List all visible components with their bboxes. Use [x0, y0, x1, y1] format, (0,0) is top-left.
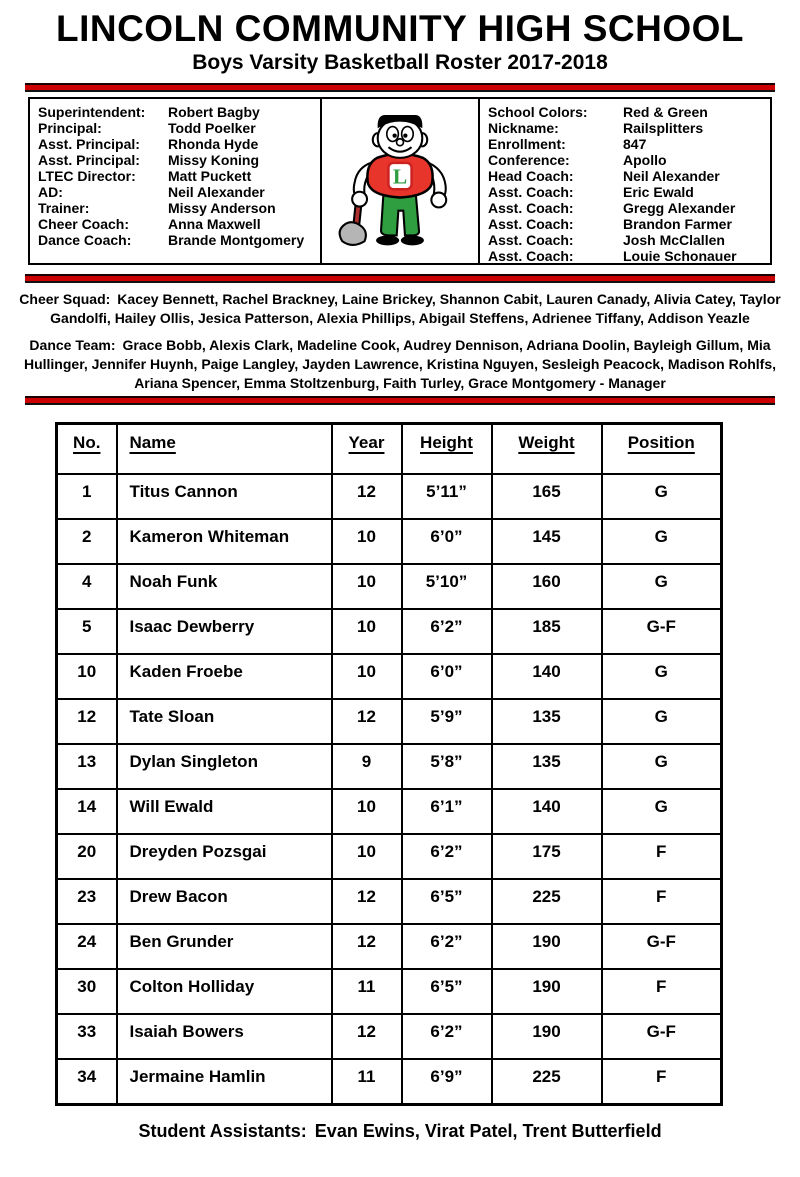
roster-cell: 140 [492, 789, 602, 834]
roster-cell: Tate Sloan [117, 699, 332, 744]
roster-cell: 23 [57, 879, 117, 924]
roster-cell: 160 [492, 564, 602, 609]
roster-cell: 12 [57, 699, 117, 744]
info-value: Josh McClallen [623, 232, 725, 248]
roster-cell: G [602, 699, 722, 744]
red-divider [25, 83, 775, 92]
roster-cell: Will Ewald [117, 789, 332, 834]
roster-cell: Dylan Singleton [117, 744, 332, 789]
roster-cell: 12 [332, 474, 402, 519]
roster-cell: G-F [602, 924, 722, 969]
roster-cell: Noah Funk [117, 564, 332, 609]
railsplitter-mascot-icon [334, 103, 466, 259]
roster-cell: Titus Cannon [117, 474, 332, 519]
roster-cell: 14 [57, 789, 117, 834]
roster-cell: 5’11” [402, 474, 492, 519]
info-row [38, 232, 312, 248]
roster-cell: F [602, 1059, 722, 1105]
table-row [57, 969, 722, 1014]
roster-cell: 10 [57, 654, 117, 699]
roster-cell: Isaiah Bowers [117, 1014, 332, 1059]
red-divider [25, 274, 775, 283]
table-row [57, 744, 722, 789]
table-row [57, 1014, 722, 1059]
info-row [488, 200, 762, 216]
info-label: Enrollment: [488, 136, 566, 152]
info-label: Dance Coach: [38, 232, 132, 248]
info-value: Brande Montgomery [168, 232, 305, 248]
info-value: Neil Alexander [168, 184, 265, 200]
table-row [57, 474, 722, 519]
info-value: Anna Maxwell [168, 216, 261, 232]
roster-cell: 4 [57, 564, 117, 609]
col-header-no: No. [57, 424, 117, 475]
info-row [488, 216, 762, 232]
info-value: Matt Puckett [168, 168, 252, 184]
roster-cell: 11 [332, 1059, 402, 1105]
roster-cell: 10 [332, 609, 402, 654]
info-label: Asst. Coach: [488, 232, 574, 248]
school-info-list [480, 99, 770, 263]
table-row [57, 924, 722, 969]
roster-cell: 165 [492, 474, 602, 519]
roster-cell: 225 [492, 1059, 602, 1105]
info-row [38, 120, 312, 136]
info-row [38, 104, 312, 120]
info-label: Head Coach: [488, 168, 574, 184]
roster-table [55, 422, 723, 1106]
info-row [488, 120, 762, 136]
info-value: Brandon Farmer [623, 216, 732, 232]
info-label: Principal: [38, 120, 102, 136]
roster-cell: 145 [492, 519, 602, 564]
roster-cell: 5’10” [402, 564, 492, 609]
info-label: Conference: [488, 152, 570, 168]
info-row [488, 152, 762, 168]
roster-cell: 33 [57, 1014, 117, 1059]
info-label: Asst. Coach: [488, 216, 574, 232]
roster-cell: 10 [332, 519, 402, 564]
info-value: Todd Poelker [168, 120, 256, 136]
info-label: Asst. Coach: [488, 200, 574, 216]
table-row [57, 789, 722, 834]
cheer-squad-label: Cheer Squad: [19, 291, 111, 307]
roster-cell: 185 [492, 609, 602, 654]
roster-cell: G [602, 564, 722, 609]
info-value: Apollo [623, 152, 667, 168]
info-value: Railsplitters [623, 120, 704, 136]
table-row [57, 834, 722, 879]
info-label: Asst. Principal: [38, 136, 140, 152]
info-row [488, 136, 762, 152]
page-subtitle: Boys Varsity Basketball Roster 2017-2018 [192, 51, 608, 74]
roster-cell: 10 [332, 834, 402, 879]
roster-cell: Drew Bacon [117, 879, 332, 924]
roster-cell: 6’5” [402, 879, 492, 924]
roster-cell: 10 [332, 564, 402, 609]
col-header-position: Position [602, 424, 722, 475]
roster-cell: 6’9” [402, 1059, 492, 1105]
roster-cell: 6’2” [402, 609, 492, 654]
info-row [38, 216, 312, 232]
table-row [57, 699, 722, 744]
roster-cell: 6’0” [402, 654, 492, 699]
roster-cell: 6’1” [402, 789, 492, 834]
roster-cell: G-F [602, 1014, 722, 1059]
info-label: LTEC Director: [38, 168, 136, 184]
roster-cell: 12 [332, 924, 402, 969]
roster-cell: 5 [57, 609, 117, 654]
roster-cell: 11 [332, 969, 402, 1014]
dance-team-names: Grace Bobb, Alexis Clark, Madeline Cook, Audrey Dennison, Adriana Doolin, Bayleigh Gillum, Mia Hullinger, Jennifer Huynh, Paige Langley, Jayden Lawrence, Kristina Nguyen, Sesleigh Peacock, Madison Rohlfs, Ariana Spencer, Emma Stoltzenburg, Faith Turley, Grace Montgomery - Manager [23, 337, 777, 391]
roster-cell: 6’2” [402, 1014, 492, 1059]
roster-cell: 9 [332, 744, 402, 789]
col-header-year: Year [332, 424, 402, 475]
roster-cell: 6’2” [402, 834, 492, 879]
roster-cell: G-F [602, 609, 722, 654]
roster-cell: 10 [332, 654, 402, 699]
info-value: Louie Schonauer [623, 248, 737, 264]
table-row [57, 1059, 722, 1105]
roster-cell: Dreyden Pozsgai [117, 834, 332, 879]
roster-cell: Jermaine Hamlin [117, 1059, 332, 1105]
roster-cell: Kameron Whiteman [117, 519, 332, 564]
info-row [488, 104, 762, 120]
roster-cell: 135 [492, 744, 602, 789]
roster-header-row [57, 424, 722, 475]
roster-cell: G [602, 519, 722, 564]
roster-cell: 24 [57, 924, 117, 969]
table-row [57, 519, 722, 564]
dance-team-paragraph [14, 336, 786, 393]
info-value: Robert Bagby [168, 104, 260, 120]
col-header-name: Name [117, 424, 332, 475]
roster-cell: Isaac Dewberry [117, 609, 332, 654]
info-label: Trainer: [38, 200, 90, 216]
mascot-box [322, 99, 480, 263]
roster-cell: Kaden Froebe [117, 654, 332, 699]
info-label: School Colors: [488, 104, 588, 120]
info-value: Red & Green [623, 104, 708, 120]
table-row [57, 654, 722, 699]
info-row [38, 152, 312, 168]
info-row [488, 184, 762, 200]
info-value: 847 [623, 136, 647, 152]
roster-cell: F [602, 879, 722, 924]
roster-cell: 13 [57, 744, 117, 789]
info-row [38, 168, 312, 184]
roster-cell: 175 [492, 834, 602, 879]
info-value: Rhonda Hyde [168, 136, 259, 152]
cheer-squad-paragraph [14, 290, 786, 328]
col-header-height: Height [402, 424, 492, 475]
info-value: Missy Koning [168, 152, 260, 168]
roster-cell: G [602, 744, 722, 789]
roster-cell: F [602, 969, 722, 1014]
info-label: Asst. Coach: [488, 248, 574, 264]
info-label: Asst. Principal: [38, 152, 140, 168]
info-value: Missy Anderson [168, 200, 276, 216]
roster-cell: Colton Holliday [117, 969, 332, 1014]
roster-cell: 135 [492, 699, 602, 744]
info-row [488, 248, 762, 264]
roster-cell: 1 [57, 474, 117, 519]
info-row [488, 168, 762, 184]
roster-body [57, 474, 722, 1105]
roster-cell: 10 [332, 789, 402, 834]
roster-cell: 12 [332, 1014, 402, 1059]
info-row [38, 184, 312, 200]
roster-cell: 225 [492, 879, 602, 924]
roster-cell: 12 [332, 699, 402, 744]
roster-cell: 2 [57, 519, 117, 564]
info-row [38, 200, 312, 216]
roster-cell: 190 [492, 924, 602, 969]
info-value: Neil Alexander [623, 168, 720, 184]
info-section [28, 97, 772, 265]
info-row [488, 232, 762, 248]
dance-team-label: Dance Team: [29, 337, 116, 353]
roster-cell: 5’9” [402, 699, 492, 744]
roster-cell: 5’8” [402, 744, 492, 789]
info-value: Gregg Alexander [623, 200, 736, 216]
info-label: AD: [38, 184, 63, 200]
svg-text:L: L [392, 164, 408, 189]
roster-cell: G [602, 789, 722, 834]
roster-cell: 30 [57, 969, 117, 1014]
page-title: LINCOLN COMMUNITY HIGH SCHOOL [55, 8, 744, 49]
table-row [57, 564, 722, 609]
info-label: Asst. Coach: [488, 184, 574, 200]
info-label: Cheer Coach: [38, 216, 130, 232]
student-assistants-line [0, 1121, 800, 1142]
staff-info-list [30, 99, 322, 263]
roster-cell: G [602, 474, 722, 519]
red-divider [25, 396, 775, 405]
roster-document [0, 8, 800, 1177]
roster-cell: Ben Grunder [117, 924, 332, 969]
info-label: Superintendent: [38, 104, 146, 120]
roster-cell: 12 [332, 879, 402, 924]
roster-cell: F [602, 834, 722, 879]
table-row [57, 879, 722, 924]
col-header-weight: Weight [492, 424, 602, 475]
roster-cell: G [602, 654, 722, 699]
roster-cell: 190 [492, 969, 602, 1014]
info-row [38, 136, 312, 152]
roster-cell: 190 [492, 1014, 602, 1059]
cheer-squad-names: Kacey Bennett, Rachel Brackney, Laine Brickey, Shannon Cabit, Lauren Canady, Alivia Catey, Taylor Gandolfi, Hailey Ollis, Jesica Patterson, Alexia Phillips, Abigail Steffens, Adrienee Tiffany, Addison Yeazle [50, 291, 781, 326]
student-assistants-label: Student Assistants: [138, 1121, 307, 1141]
table-row [57, 609, 722, 654]
roster-cell: 140 [492, 654, 602, 699]
roster-cell: 6’0” [402, 519, 492, 564]
student-assistants-names: Evan Ewins, Virat Patel, Trent Butterfield [314, 1121, 662, 1141]
info-value: Eric Ewald [623, 184, 694, 200]
roster-cell: 34 [57, 1059, 117, 1105]
info-label: Nickname: [488, 120, 559, 136]
roster-cell: 6’2” [402, 924, 492, 969]
roster-cell: 20 [57, 834, 117, 879]
roster-cell: 6’5” [402, 969, 492, 1014]
